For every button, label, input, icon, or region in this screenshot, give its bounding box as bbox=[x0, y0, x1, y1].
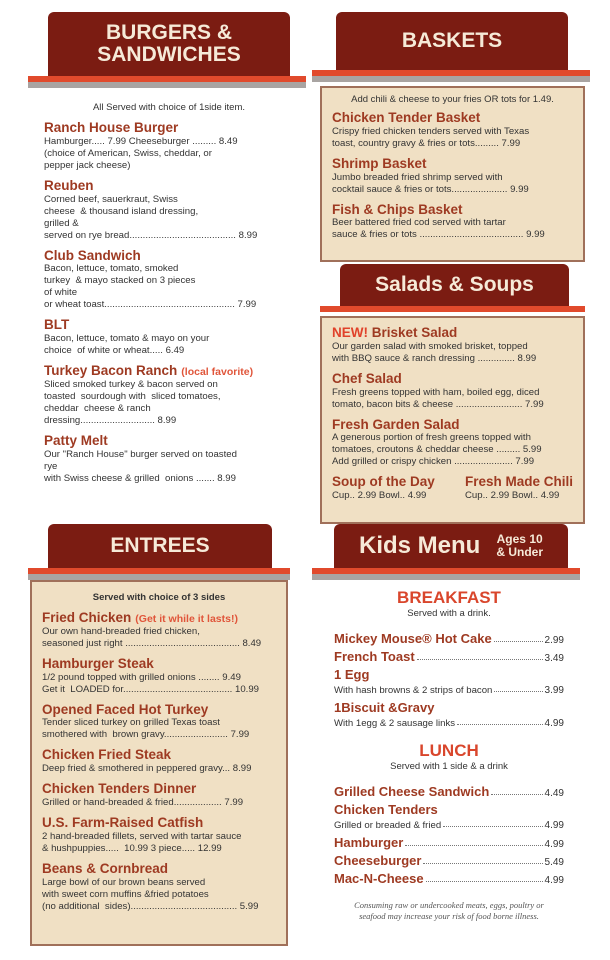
menu-item-description: Our own hand-breaded fried chicken, bbox=[42, 625, 200, 637]
kids-item-name: Cheeseburger bbox=[334, 853, 422, 868]
menu-item-description: served on rye bread........................................ 8.99 bbox=[44, 229, 258, 241]
kids-item-price: 4.99 bbox=[544, 875, 564, 886]
menu-item-description: with Swiss cheese & grilled onions ....... 8.99 bbox=[44, 472, 236, 484]
salads-header bbox=[320, 264, 585, 318]
menu-item-name: Fried Chicken bbox=[42, 610, 132, 625]
menu-item-title bbox=[44, 364, 294, 379]
menu-item-description: (choice of American, Swiss, cheddar, or bbox=[44, 147, 212, 159]
soup-item bbox=[332, 475, 435, 502]
kids-lunch-note: Served with 1 side & a drink bbox=[390, 761, 508, 772]
menu-item bbox=[42, 703, 276, 742]
baskets-title: BASKETS bbox=[401, 28, 503, 52]
entrees-note: Served with choice of 3 sides bbox=[92, 592, 226, 603]
menu-item-title bbox=[42, 816, 276, 831]
menu-item-title bbox=[332, 157, 573, 172]
dot-leader bbox=[405, 845, 542, 846]
kids-menu-item bbox=[334, 835, 564, 850]
menu-item bbox=[44, 121, 294, 172]
soup-item bbox=[465, 475, 573, 502]
menu-item-description: dressing............................ 8.99 bbox=[44, 414, 177, 426]
kids-breakfast-title: BREAKFAST bbox=[397, 588, 501, 607]
kids-menu-item bbox=[334, 853, 564, 868]
entrees-title: ENTREES bbox=[110, 533, 210, 557]
entrees-header bbox=[28, 524, 290, 580]
menu-item-name: Turkey Bacon Ranch bbox=[44, 363, 178, 379]
menu-item bbox=[44, 364, 294, 427]
menu-item bbox=[42, 782, 276, 809]
kids-item-name: French Toast bbox=[334, 649, 415, 664]
menu-item-description: toast, country gravy & fries or tots......... 7.99 bbox=[332, 137, 521, 149]
soup-name: Fresh Made Chili bbox=[464, 474, 573, 490]
dot-leader bbox=[457, 724, 542, 725]
menu-item-description: Jumbo breaded fried shrimp served with bbox=[332, 171, 503, 183]
menu-item-description: cocktail sauce & fries or tots..................... 9.99 bbox=[332, 183, 529, 195]
kids-lunch-title: LUNCH bbox=[419, 741, 479, 760]
dot-leader bbox=[423, 863, 542, 864]
kids-item-detail bbox=[334, 718, 564, 729]
kids-menu-item bbox=[334, 784, 564, 799]
menu-item-description: Deep fried & smothered in peppered gravy... 8.99 bbox=[42, 763, 252, 775]
dot-leader bbox=[426, 881, 543, 882]
menu-item-name: Fish & Chips Basket bbox=[332, 201, 463, 217]
menu-item-description: Large bowl of our brown beans served bbox=[42, 876, 206, 888]
menu-item-description: pepper jack cheese) bbox=[44, 159, 131, 171]
kids-item-price: 5.49 bbox=[544, 857, 564, 868]
menu-item-description: Fresh greens topped with ham, boiled egg, diced bbox=[332, 386, 540, 398]
menu-item bbox=[42, 657, 276, 696]
burgers-section bbox=[34, 96, 304, 521]
kids-item-name: Grilled Cheese Sandwich bbox=[334, 784, 490, 799]
menu-item-title bbox=[44, 179, 294, 194]
menu-item-description: seasoned just right ........................................... 8.49 bbox=[42, 637, 262, 649]
kids-item-price: 4.99 bbox=[544, 839, 564, 850]
menu-item-name: Chef Salad bbox=[332, 370, 402, 386]
kids-ages-line1: Ages 10 bbox=[496, 532, 543, 547]
kids-menu-item bbox=[334, 631, 564, 646]
menu-item-description: with sweet corn muffins &fried potatoes bbox=[42, 888, 209, 900]
kids-item-name: 1 Egg bbox=[334, 667, 370, 682]
menu-item-description: Tender sliced turkey on grilled Texas toast bbox=[42, 717, 220, 729]
menu-item-name: Ranch House Burger bbox=[44, 120, 179, 135]
menu-item-description: Sliced smoked turkey & bacon served on bbox=[44, 379, 218, 391]
menu-item-description: tomato, bacon bits & cheese ......................... 7.99 bbox=[332, 398, 544, 410]
menu-item-description: tomatoes, croutons & cheddar cheese ......... 5.99 bbox=[332, 444, 542, 456]
menu-item-title bbox=[332, 326, 573, 341]
menu-item-description: toasted sourdough with sliced tomatoes, bbox=[44, 391, 221, 402]
menu-item-description: grilled & bbox=[44, 217, 79, 229]
menu-item-description: Our garden salad with smoked brisket, topped bbox=[332, 340, 528, 352]
menu-item-description: or wheat toast................................................. 7.99 bbox=[44, 299, 257, 311]
menu-item-description: smothered with brown gravy........................ 7.99 bbox=[42, 729, 250, 741]
menu-item bbox=[44, 249, 294, 312]
menu-item-description: Crispy fried chicken tenders served with Texas bbox=[332, 125, 530, 137]
salads-title: Salads & Soups bbox=[375, 272, 534, 296]
menu-item-description: Grilled or hand-breaded & fried.................. 7.99 bbox=[42, 797, 244, 809]
menu-item-description: (no additional sides)........................................ 5.99 bbox=[42, 900, 259, 912]
menu-item-description: Hamburger..... 7.99 Cheeseburger ......... 8.49 bbox=[44, 135, 238, 147]
menu-item-name: Club Sandwich bbox=[44, 247, 141, 263]
kids-title: Kids Menu bbox=[358, 532, 481, 560]
disclaimer-line2: seafood may increase your risk of food borne illness. bbox=[359, 911, 539, 922]
baskets-section bbox=[320, 86, 585, 262]
kids-menu-item bbox=[334, 802, 564, 817]
burgers-note: All Served with choice of 1side item. bbox=[92, 102, 246, 113]
menu-item bbox=[42, 748, 276, 775]
kids-ages-line2: & Under bbox=[496, 545, 543, 559]
kids-item-price: 2.99 bbox=[544, 635, 564, 646]
kids-item-name: 1Biscuit &Gravy bbox=[334, 700, 435, 715]
dot-leader bbox=[494, 641, 543, 642]
soup-name: Soup of the Day bbox=[332, 474, 435, 490]
burgers-title-line1: BURGERS & bbox=[105, 20, 232, 44]
menu-item-description: sauce & fries or tots ....................................... 9.99 bbox=[332, 229, 545, 241]
menu-item-description: with BBQ sauce & ranch dressing .............. 8.99 bbox=[332, 352, 537, 364]
dot-leader bbox=[443, 826, 542, 827]
menu-item-title bbox=[44, 249, 294, 264]
burgers-header bbox=[28, 12, 306, 90]
menu-item-name: Fresh Garden Salad bbox=[332, 416, 460, 432]
menu-item-name: Patty Melt bbox=[44, 432, 108, 448]
dot-leader bbox=[491, 794, 542, 795]
menu-item-description: Add grilled or crispy chicken ...................... 7.99 bbox=[332, 456, 535, 468]
entrees-section bbox=[30, 580, 288, 946]
menu-item-name: Chicken Tender Basket bbox=[332, 110, 481, 125]
menu-item-title bbox=[42, 611, 276, 626]
menu-item-name: BLT bbox=[44, 317, 70, 333]
kids-item-detail bbox=[334, 820, 564, 831]
menu-item bbox=[332, 111, 573, 150]
kids-menu-item bbox=[334, 649, 564, 664]
menu-item bbox=[42, 816, 276, 855]
menu-item bbox=[332, 372, 573, 411]
burgers-title-line2: SANDWICHES bbox=[97, 43, 241, 66]
menu-item-description: Get it LOADED for......................................... 10.99 bbox=[42, 683, 259, 695]
menu-item-title bbox=[42, 782, 276, 797]
menu-item-title bbox=[332, 418, 573, 433]
kids-item-price: 3.99 bbox=[544, 685, 564, 696]
menu-item-description: rye bbox=[44, 460, 58, 472]
menu-item-tag: (Get it while it lasts!) bbox=[135, 613, 238, 625]
menu-item-name: Opened Faced Hot Turkey bbox=[42, 701, 209, 717]
baskets-note: Add chili & cheese to your fries OR tots for 1.49. bbox=[351, 94, 554, 105]
kids-menu-item bbox=[334, 871, 564, 886]
menu-item-title bbox=[44, 121, 294, 136]
menu-item bbox=[332, 157, 573, 196]
kids-item-price: 3.49 bbox=[544, 653, 564, 664]
menu-item-title bbox=[42, 748, 276, 763]
menu-item-title bbox=[332, 203, 573, 218]
kids-item-price: 4.99 bbox=[544, 718, 564, 729]
kids-section bbox=[334, 588, 564, 938]
menu-item bbox=[332, 326, 573, 365]
kids-menu-item bbox=[334, 700, 564, 715]
menu-item-title bbox=[42, 862, 276, 877]
menu-item-description: Beer battered fried cod served with tartar bbox=[332, 217, 506, 229]
kids-item-name: Chicken Tenders bbox=[334, 802, 438, 817]
dot-leader bbox=[417, 659, 543, 660]
menu-item-description: of white bbox=[44, 287, 78, 299]
menu-item bbox=[44, 179, 294, 242]
menu-item-title bbox=[44, 434, 294, 449]
kids-item-name: Hamburger bbox=[334, 835, 404, 850]
menu-item-title bbox=[42, 657, 276, 672]
menu-item-description: cheddar cheese & ranch bbox=[44, 402, 151, 414]
menu-item-description: & hushpuppies..... 10.99 3 piece..... 12.99 bbox=[42, 842, 222, 854]
menu-item-name: Reuben bbox=[44, 177, 94, 193]
menu-item-name: Brisket Salad bbox=[371, 325, 458, 340]
baskets-header bbox=[312, 12, 590, 88]
kids-item-description: Grilled or breaded & fried bbox=[334, 820, 442, 831]
menu-item bbox=[332, 203, 573, 242]
burgers-title bbox=[48, 12, 290, 76]
food-safety-disclaimer bbox=[334, 900, 564, 922]
menu-item bbox=[42, 862, 276, 913]
menu-item-description: 2 hand-breaded fillets, served with tartar sauce bbox=[42, 830, 242, 842]
menu-item-name: Shrimp Basket bbox=[332, 155, 427, 171]
menu-item-description: Bacon, lettuce, tomato, smoked bbox=[44, 263, 179, 275]
kids-menu-item bbox=[334, 667, 564, 682]
menu-item-description: turkey & mayo stacked on 3 pieces bbox=[44, 275, 196, 287]
soup-prices: Cup.. 2.99 Bowl.. 4.99 bbox=[332, 490, 427, 502]
menu-item bbox=[332, 418, 573, 469]
new-badge: NEW! bbox=[332, 325, 368, 340]
disclaimer-line1: Consuming raw or undercooked meats, eggs, poultry or bbox=[354, 900, 544, 910]
menu-item-title bbox=[332, 111, 573, 126]
soup-prices: Cup.. 2.99 Bowl.. 4.99 bbox=[464, 490, 560, 502]
menu-item-name: Hamburger Steak bbox=[42, 655, 154, 671]
menu-item-name: Chicken Tenders Dinner bbox=[42, 781, 197, 797]
kids-item-name: Mac-N-Cheese bbox=[334, 871, 424, 886]
menu-item-title bbox=[44, 318, 294, 333]
menu-item-description: A generous portion of fresh greens topped with bbox=[332, 432, 531, 444]
menu-item-description: choice of white or wheat..... 6.49 bbox=[44, 345, 185, 357]
menu-item-name: Chicken Fried Steak bbox=[42, 747, 172, 763]
kids-item-description: With hash browns & 2 strips of bacon bbox=[334, 685, 493, 696]
menu-item-description: Our "Ranch House" burger served on toasted bbox=[44, 448, 237, 460]
menu-item bbox=[44, 434, 294, 485]
menu-item bbox=[42, 611, 276, 650]
menu-item-name: U.S. Farm-Raised Catfish bbox=[42, 815, 204, 831]
menu-item-description: cheese & thousand island dressing, bbox=[44, 205, 199, 217]
salads-section bbox=[320, 316, 585, 524]
menu-item bbox=[44, 318, 294, 357]
kids-header bbox=[312, 524, 580, 584]
dot-leader bbox=[494, 691, 542, 692]
menu-item-tag: (local favorite) bbox=[181, 366, 254, 379]
kids-item-name: Mickey Mouse® Hot Cake bbox=[334, 631, 492, 646]
menu-item-name: Beans & Cornbread bbox=[42, 860, 169, 876]
menu-item-title bbox=[332, 372, 573, 387]
menu-item-description: 1/2 pound topped with grilled onions ........ 9.49 bbox=[42, 671, 241, 683]
kids-item-price: 4.99 bbox=[544, 820, 564, 831]
menu-item-description: Bacon, lettuce, tomato & mayo on your bbox=[44, 333, 210, 345]
kids-breakfast-note: Served with a drink. bbox=[407, 608, 491, 619]
menu-item-title bbox=[42, 703, 276, 718]
kids-item-price: 4.49 bbox=[544, 788, 564, 799]
kids-item-description: With 1egg & 2 sausage links bbox=[334, 718, 456, 729]
menu-item-description: Corned beef, sauerkraut, Swiss bbox=[44, 193, 178, 205]
kids-item-detail bbox=[334, 685, 564, 696]
